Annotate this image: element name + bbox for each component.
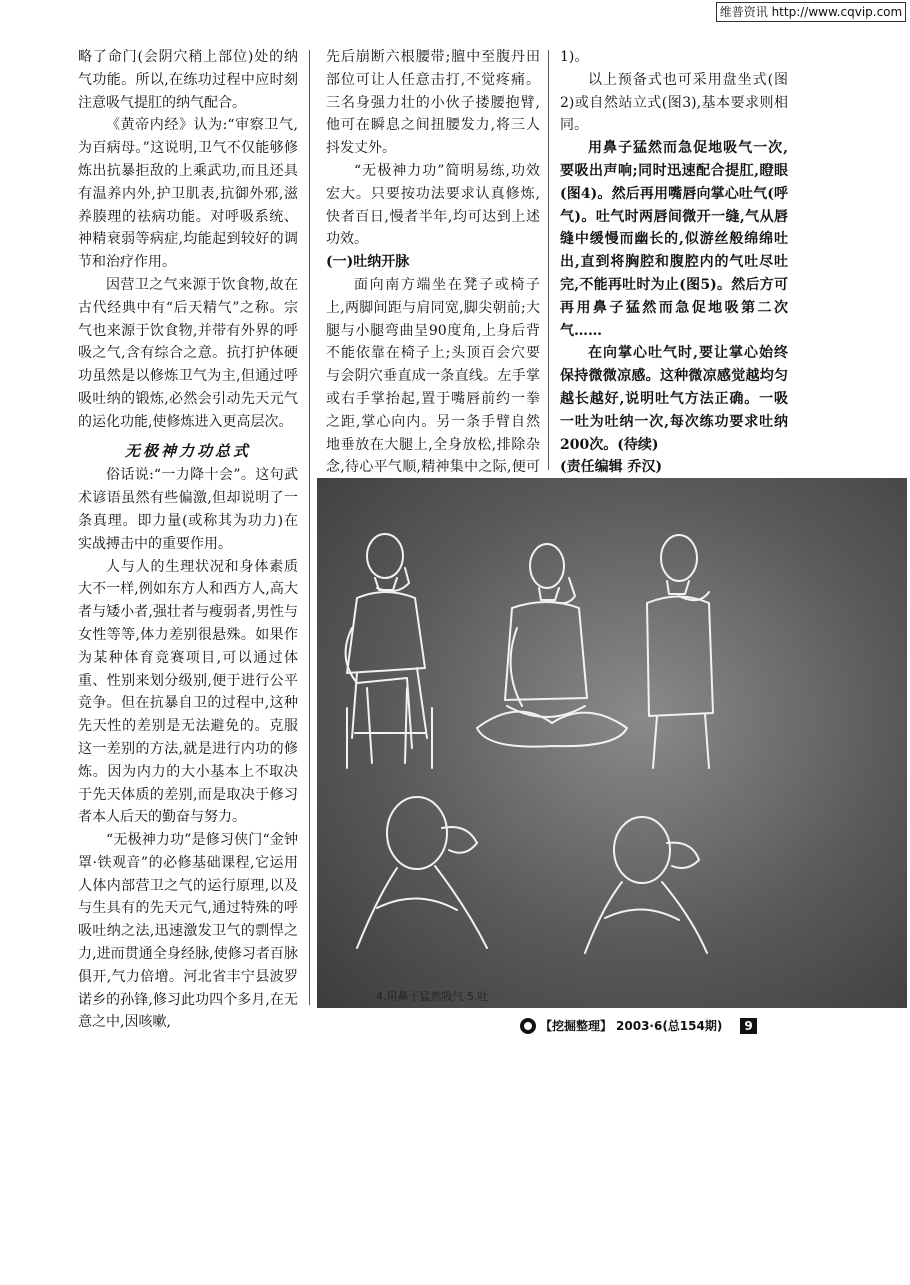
- figure-5-exhale-closeup: [585, 817, 707, 953]
- figure-caption: 4.用鼻子猛然吸气 5.吐: [376, 990, 489, 1003]
- section-heading: 无极神力功总式: [124, 441, 251, 460]
- paragraph: 在向掌心吐气时,要让掌心始终保持微微凉感。这种微凉感觉越均匀越长越好,说明吐气方法正确。一吸一吐为吐纳一次,每次练功要求吐纳200次。(待续): [560, 345, 788, 453]
- paragraph: 以上预备式也可采用盘坐式(图2)或自然站立式(图3),基本要求则相同。: [560, 71, 788, 134]
- text-column-1: [78, 46, 298, 1034]
- column-divider: [309, 50, 310, 1005]
- figure-seated-stool: [346, 534, 432, 768]
- column-divider: [548, 50, 549, 470]
- editor-credit: (责任编辑 乔汉): [560, 459, 663, 476]
- paragraph: 因营卫之气来源于饮食物,故在古代经典中有“后天精气”之称。宗气也来源于饮食物,并带有外界的呼吸之气,含有综合之意。抗打护体硬功虽然是以修炼卫气为主,但通过呼吸吐纳的锻炼,必然会引动先天元气的运化功能,使修炼进入更高层次。: [78, 276, 298, 430]
- text-column-3: [560, 46, 788, 479]
- issue-info: 2003·6(总154期): [616, 1019, 723, 1033]
- paragraph: 先后崩断六根腰带;膻中至腹丹田部位可让人任意击打,不觉疼痛。三名身强力壮的小伙子搂腰抱臂,他可在瞬息之间扭腰发力,将三人抖发丈外。: [326, 49, 540, 157]
- paragraph: “无极神力功”是修习侠门“金钟罩·铁观音”的必修基础课程,它运用人体内部营卫之气的运行原理,以及与生具有的先天元气,通过特殊的呼吸吐纳之法,迅速激发卫气的剽悍之力,进而贯通全身经脉,使修习者百脉俱开,气力倍增。河北省丰宁县波罗诺乡的孙锋,修习此功四个多月,在无意之中,因咳嗽,: [78, 832, 298, 1031]
- paragraph: 1)。: [560, 49, 589, 65]
- journal-name: 【挖掘整理】: [540, 1019, 613, 1033]
- figure-cross-legged: [477, 544, 627, 747]
- page-number: 9: [740, 1018, 756, 1034]
- watermark-url: 维普资讯 http://www.cqvip.com: [716, 2, 906, 22]
- subsection-heading: (一)吐纳开脉: [326, 254, 410, 271]
- paragraph: 略了命门(会阴穴稍上部位)处的纳气功能。所以,在练功过程中应时刻注意吸气提肛的纳气配合。: [78, 49, 298, 111]
- text-column-2: [326, 46, 540, 502]
- paragraph: 人与人的生理状况和身体素质大不一样,例如东方人和西方人,高大者与矮小者,强壮者与瘦弱者,男性与女性等等,体力差别很悬殊。如果作为某种体育竞赛项目,可以通过体重、性别来划分级别,便于进行公平竞争。但在抗暴自卫的过程中,这种先天性的差别是无法避免的。克服这一差别的方法,就是进行内功的修炼。因为内力的大小基本上不取决于先天体质的差别,而是取决于修习者本人后天的勤奋与努力。: [78, 558, 298, 826]
- journal-logo-icon: [520, 1018, 536, 1034]
- illustration-figure: [317, 478, 907, 1008]
- paragraph: 俗话说:“一力降十会”。这句武术谚语虽然有些偏激,但却说明了一条真理。即力量(或称其为功力)在实战搏击中的重要作用。: [78, 467, 298, 552]
- page-footer: [520, 1017, 757, 1034]
- exercise-figures-illustration: [317, 478, 907, 1008]
- figure-standing: [647, 535, 713, 768]
- paragraph: 《黄帝内经》认为:“审察卫气,为百病母。”这说明,卫气不仅能够修炼出抗暴拒敌的上乘武功,而且还具有温养内外,护卫肌表,抗御外邪,滋养腠理的祛病功能。对呼吸系统、神精衰弱等病症,均能起到较好的调节和治疗作用。: [78, 117, 298, 271]
- figure-4-inhale-closeup: [357, 797, 487, 948]
- paragraph: 用鼻子猛然而急促地吸气一次,要吸出声响;同时迅速配合提肛,瞪眼(图4)。然后再用嘴唇向掌心吐气(呼气)。吐气时两唇间微开一缝,气从唇缝中缓慢而幽长的,似游丝般绵绵吐出,直到将胸腔和腹腔内的气吐尽吐完,不能再吐时为止(图5)。然后方可再用鼻子猛然而急促地吸第二次气……: [560, 140, 788, 339]
- paragraph: 面向南方端坐在凳子或椅子上,两脚间距与肩同宽,脚尖朝前;大腿与小腿弯曲呈90度角,上身后背不能依靠在椅子上;头顶百会穴要与会阴穴垂直成一条直线。左手掌或右手掌抬起,置于嘴唇前约一拳之距,掌心向内。另一条手臂自然地垂放在大腿上,全身放松,排除杂念,待心平气顺,精神集中之际,便可: [326, 276, 540, 476]
- paragraph: “无极神力功”简明易练,功效宏大。只要按功法要求认真修炼,快者百日,慢者半年,均可达到上述功效。: [326, 162, 540, 248]
